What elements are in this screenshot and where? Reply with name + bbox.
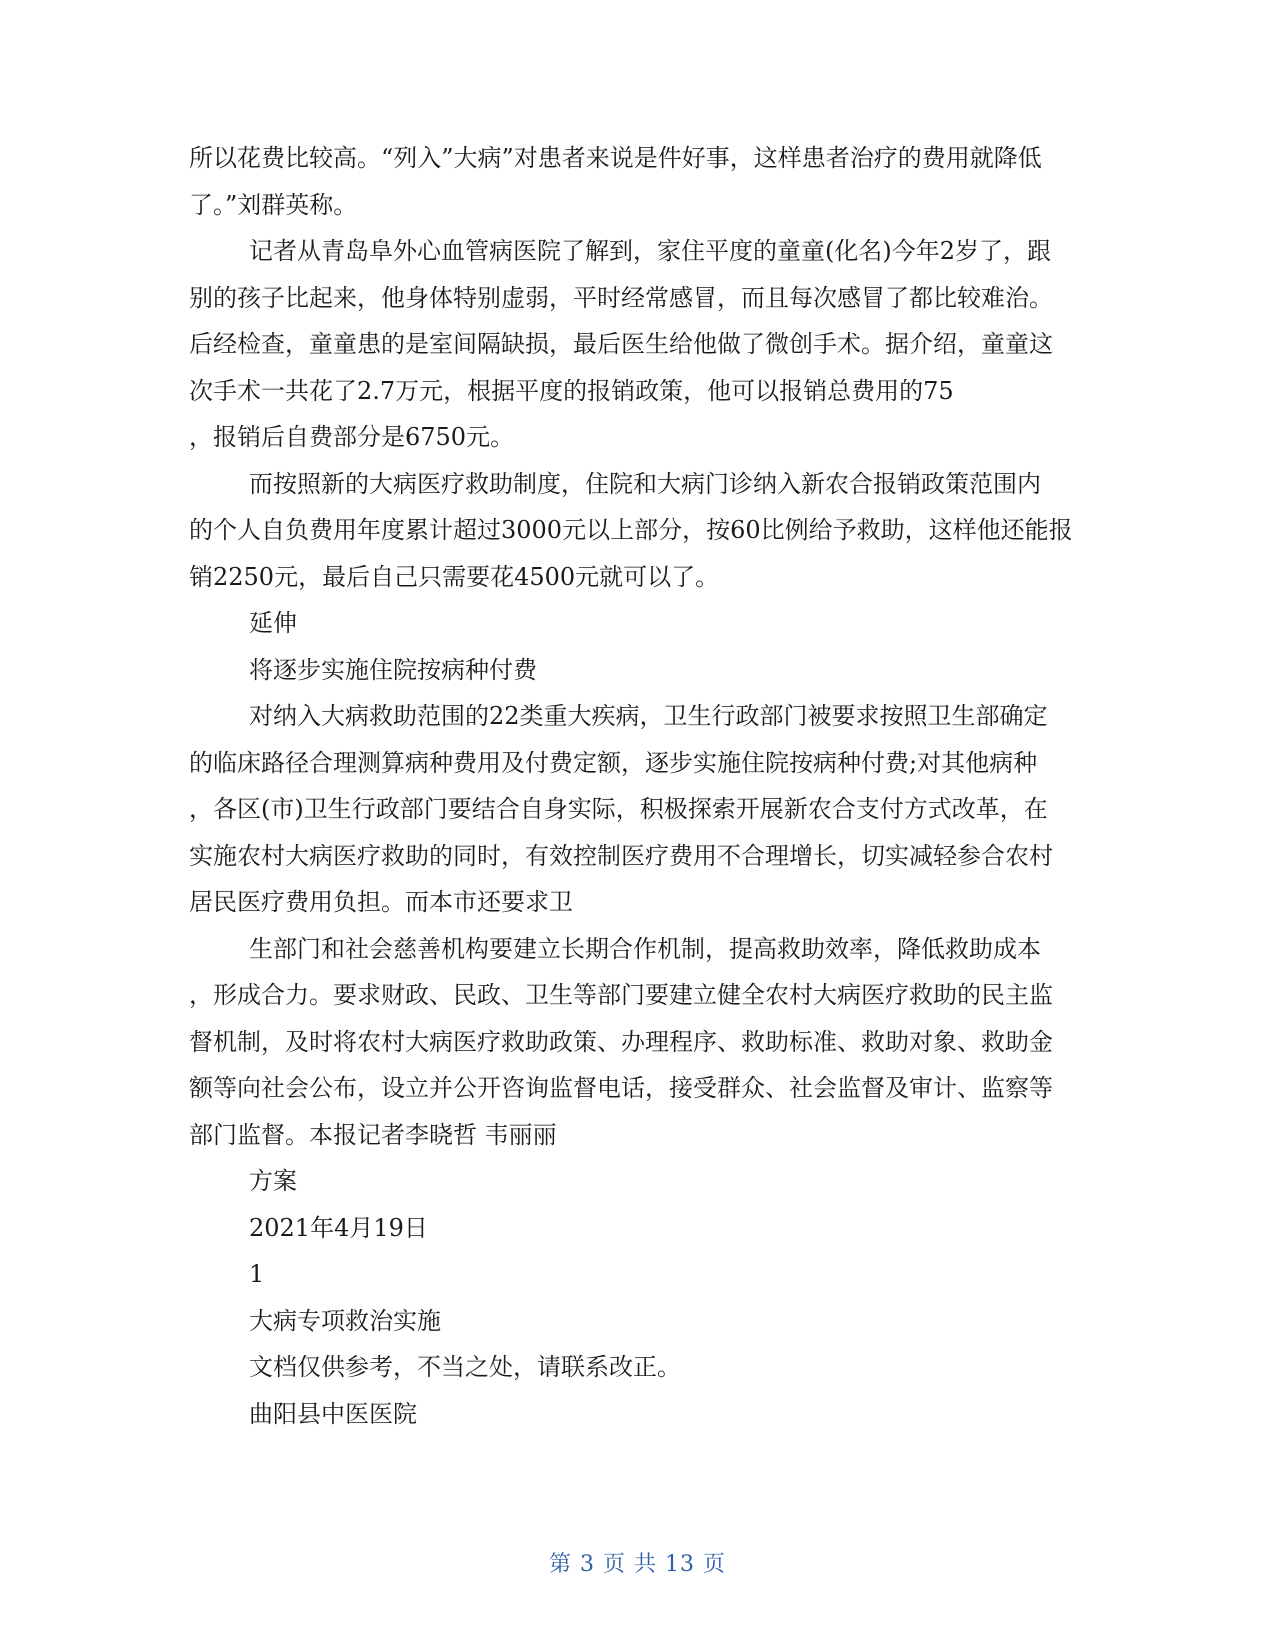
section-heading: 延伸 — [249, 609, 297, 637]
text-line: 大病专项救治实施 — [249, 1307, 441, 1335]
text-line: 所以花费比较高。“列入”大病”对患者来说是件好事，这样患者治疗的费用就降低 — [189, 144, 1042, 172]
text-line: 部门监督。本报记者李晓哲 韦丽丽 — [189, 1121, 557, 1149]
text-line: 方案 — [249, 1167, 297, 1195]
text-line: 而按照新的大病医疗救助制度，住院和大病门诊纳入新农合报销政策范围内 — [249, 470, 1041, 498]
text-line: 的个人自负费用年度累计超过3000元以上部分，按60比例给予救助，这样他还能报 — [189, 516, 1073, 544]
text-line: ，报销后自费部分是6750元。 — [189, 423, 515, 451]
section-subheading: 将逐步实施住院按病种付费 — [249, 656, 537, 684]
text-line: 额等向社会公布，设立并公开咨询监督电话，接受群众、社会监督及审计、监察等 — [189, 1074, 1053, 1102]
text-line: 销2250元，最后自己只需要花4500元就可以了。 — [189, 563, 720, 591]
text-line: 记者从青岛阜外心血管病医院了解到，家住平度的童童(化名)今年2岁了，跟 — [249, 237, 1051, 265]
text-line: 后经检查，童童患的是室间隔缺损，最后医生给他做了微创手术。据介绍，童童这 — [189, 330, 1053, 358]
text-line: ，形成合力。要求财政、民政、卫生等部门要建立健全农村大病医疗救助的民主监 — [189, 981, 1053, 1009]
text-line: 次手术一共花了2.7万元，根据平度的报销政策，他可以报销总费用的75 — [189, 377, 954, 405]
text-line: 居民医疗费用负担。而本市还要求卫 — [189, 888, 573, 916]
page-number-footer: 第 3 页 共 13 页 — [549, 1552, 726, 1577]
text-line: 文档仅供参考，不当之处，请联系改正。 — [249, 1353, 681, 1381]
text-line: 曲阳县中医医院 — [249, 1400, 417, 1428]
text-line: 生部门和社会慈善机构要建立长期合作机制，提高救助效率，降低救助成本 — [249, 935, 1041, 963]
text-line: 督机制，及时将农村大病医疗救助政策、办理程序、救助标准、救助对象、救助金 — [189, 1028, 1053, 1056]
text-line: ，各区(市)卫生行政部门要结合自身实际，积极探索开展新农合支付方式改革，在 — [189, 795, 1048, 823]
text-line: 别的孩子比起来，他身体特别虚弱，平时经常感冒，而且每次感冒了都比较难治。 — [189, 284, 1053, 312]
text-line: 了。”刘群英称。 — [189, 191, 358, 219]
text-line: 的临床路径合理测算病种费用及付费定额，逐步实施住院按病种付费;对其他病种 — [189, 749, 1038, 777]
text-line: 对纳入大病救助范围的22类重大疾病，卫生行政部门被要求按照卫生部确定 — [249, 702, 1048, 730]
text-line: 实施农村大病医疗救助的同时，有效控制医疗费用不合理增长，切实减轻参合农村 — [189, 842, 1053, 870]
date-line: 2021年4月19日 — [249, 1214, 428, 1242]
text-line: 1 — [249, 1260, 265, 1288]
